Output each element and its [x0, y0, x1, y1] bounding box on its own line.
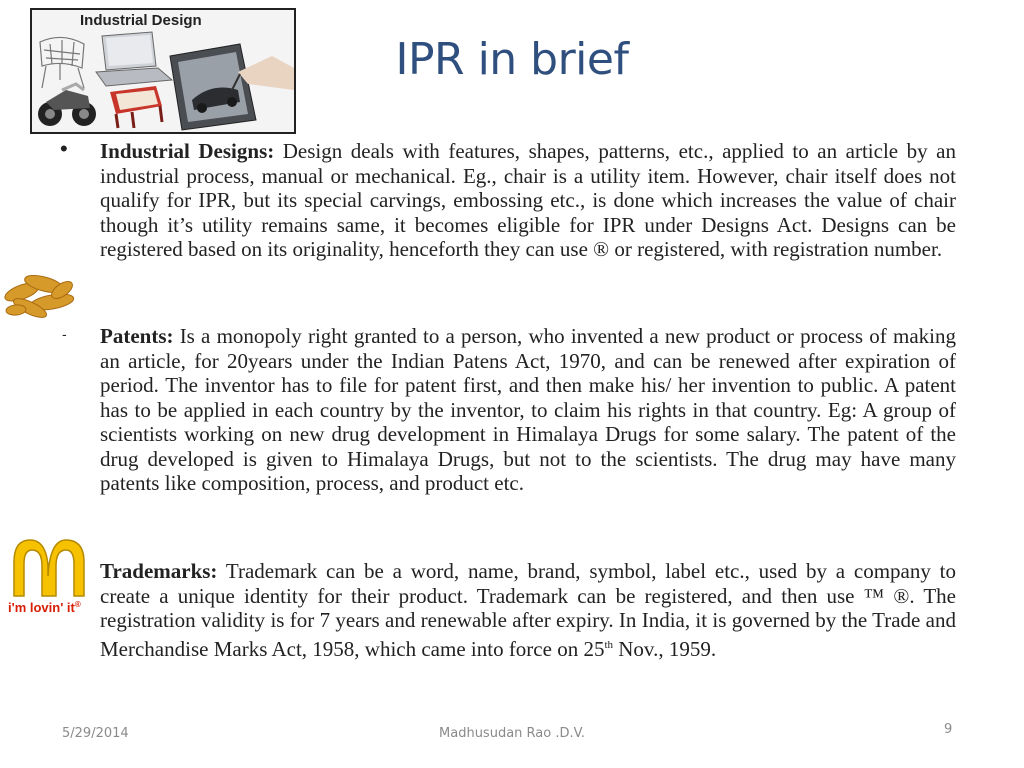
patents-heading: Patents: — [100, 324, 174, 348]
mcdonalds-logo — [8, 536, 92, 626]
bullet-dash: - — [62, 326, 67, 342]
slogan-text: i'm lovin' it — [8, 600, 75, 615]
golden-arches-icon — [8, 536, 92, 598]
footer-date: 5/29/2014 — [62, 726, 129, 741]
trademarks-paragraph — [100, 559, 956, 661]
turmeric-image — [2, 262, 78, 324]
patents-paragraph — [100, 324, 956, 496]
trademarks-text: Trademark can be a word, name, brand, symbol, label etc., used by a company to create a unique identity for their product. Trademark can be registered, and then use ™ ®. The registration validity is for 7 years and renewable after expiry. In India, it is governed by the Trade and Merchandise Marks Act, 1958, which came into force on 25 — [100, 559, 957, 661]
industrial-design-image — [30, 8, 296, 134]
drawing-tablet-icon — [170, 44, 294, 130]
industrial-designs-text: Design deals with features, shapes, patterns, etc., applied to an article by an industrial process, manual or mechanical. Eg., chair is a utility item. However, chair itself does not qualify for IPR, but its special carvings, embossing etc., is done which increases the value of chair though it’s utility remains same, it becomes eligible for IPR under Designs Act. Designs can be registered based on its originality, henceforth they can use ® or registered, with registration number. — [100, 139, 956, 261]
industrial-designs-heading: Industrial Designs: — [100, 139, 275, 163]
trademarks-heading: Trademarks: — [100, 559, 218, 583]
motorbike-icon — [38, 84, 96, 126]
patents-text: Is a monopoly right granted to a person, who invented a new product or process of making an article, for 20years under the Indian Patens Act, 1970, and can be renewed after expiration of period. The inventor has to file for patent first, and then make his/ her invention to public. A patent has to be applied in each country by the inventor, to claim his rights in that country. Eg: A group of scientists working on new drug development in Himalaya Drugs for some salary. The patent of the drug developed is given to Himalaya Drugs, but not to the scientists. The drug may have many patents like composition, process, and product etc. — [100, 324, 956, 495]
laptop-icon — [96, 32, 172, 86]
industrial-design-label: Industrial Design — [80, 12, 202, 29]
registered-mark: ® — [74, 600, 81, 609]
footer-author: Madhusudan Rao .D.V. — [439, 726, 585, 741]
trademarks-superscript: th — [604, 638, 614, 651]
industrial-designs-paragraph — [100, 139, 956, 262]
footer-author-wrap — [0, 726, 1024, 741]
wire-chair-icon — [40, 37, 84, 88]
slide-title: IPR in brief — [395, 34, 629, 85]
bullet-dot: • — [60, 136, 68, 161]
page-number: 9 — [944, 722, 953, 737]
industrial-design-illustration — [32, 10, 294, 132]
trademarks-text-tail: Nov., 1959. — [613, 636, 717, 661]
red-chair-icon — [110, 86, 162, 128]
